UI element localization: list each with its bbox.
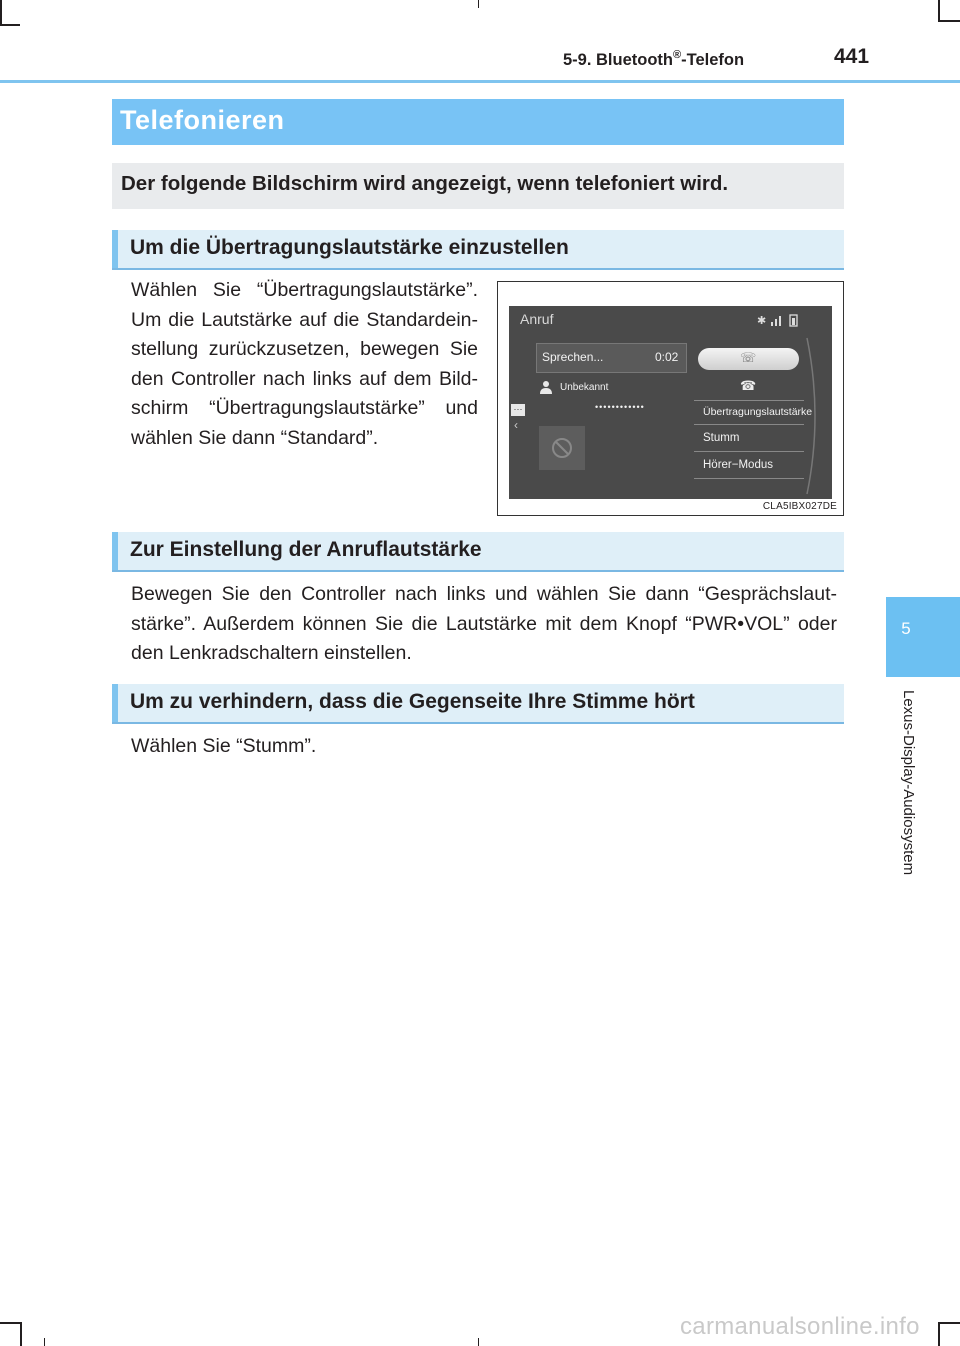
screen-illustration <box>497 281 844 516</box>
crop-mark <box>0 24 20 26</box>
call-timer: 0:02 <box>655 350 679 364</box>
menu-divider <box>694 451 804 452</box>
phone-icon: ☎ <box>740 378 757 393</box>
chevron-left-icon[interactable]: ‹ <box>514 418 518 432</box>
call-screen <box>509 306 832 499</box>
no-photo-icon <box>551 437 573 459</box>
chapter-tab <box>886 597 960 677</box>
scroll-arc <box>805 336 825 496</box>
page-title: Telefonieren <box>112 99 844 145</box>
status-icons <box>757 312 805 328</box>
menu-divider <box>694 478 804 479</box>
watermark: carmanualsonline.info <box>680 1313 920 1340</box>
crop-mark <box>938 20 960 22</box>
screen-title: Anruf <box>520 311 554 327</box>
section-heading: Um zu verhindern, dass die Gegenseite Ihre Stimme hört <box>112 684 844 724</box>
intro-box: Der folgende Bildschirm wird angezeigt, wenn telefoniert wird. <box>112 163 844 209</box>
crop-mark <box>0 1322 20 1324</box>
crop-mark <box>478 1338 479 1346</box>
caller-number: •••••••••••• <box>595 402 645 412</box>
crop-mark <box>938 1322 960 1324</box>
menu-item-hoerer-modus[interactable]: Hörer−Modus <box>703 459 773 471</box>
section-text: Bewegen Sie den Controller nach links und wählen Sie dann “Gesprächslaut-stärke”. Außerdem können Sie die Lautstärke mit dem Knopf “PWR•VOL” oder den Lenkradschaltern einstellen. <box>131 583 837 664</box>
svg-text:✱: ✱ <box>757 314 767 327</box>
chapter-label: Lexus-Display-Audiosystem <box>900 690 917 876</box>
crop-mark <box>938 0 940 20</box>
section-text: Wählen Sie “Stumm”. <box>131 735 317 757</box>
chapter-number: 5 <box>901 619 911 638</box>
section-heading: Zur Einstellung der Anruflautstärke <box>112 532 844 572</box>
header-rule <box>0 80 960 83</box>
left-edge-button[interactable]: ··· <box>511 404 525 416</box>
person-icon <box>540 380 552 394</box>
menu-divider <box>694 400 804 401</box>
crop-mark <box>44 1338 45 1346</box>
call-status: Sprechen... <box>542 350 604 364</box>
menu-divider <box>694 424 804 425</box>
menu-item-uebertragungslautstaerke[interactable]: Übertragungslautstärke <box>703 406 813 418</box>
running-header: 5-9. Bluetooth®-Telefon <box>563 49 745 69</box>
section-heading: Um die Übertragungslautstärke einzustellen <box>112 230 844 270</box>
figure-code: CLA5IBX027DE <box>762 501 837 512</box>
crop-mark <box>0 0 2 26</box>
crop-mark <box>938 1322 940 1346</box>
section-text: Wählen Sie “Übertragungslautstärke”. Um die Lautstärke auf die Standardein-stellung zurückzusetzen, bewegen Sie den Controller nach links auf dem Bild-schirm “Übertragungslautstärke” und wählen Sie dann “Standard”. <box>131 279 478 449</box>
crop-mark <box>20 1322 22 1346</box>
menu-item-stumm[interactable]: Stumm <box>703 432 740 444</box>
end-call-icon: ☏ <box>740 350 757 365</box>
caller-name: Unbekannt <box>560 382 609 393</box>
page-number: 441 <box>834 45 870 68</box>
crop-mark <box>478 0 479 8</box>
